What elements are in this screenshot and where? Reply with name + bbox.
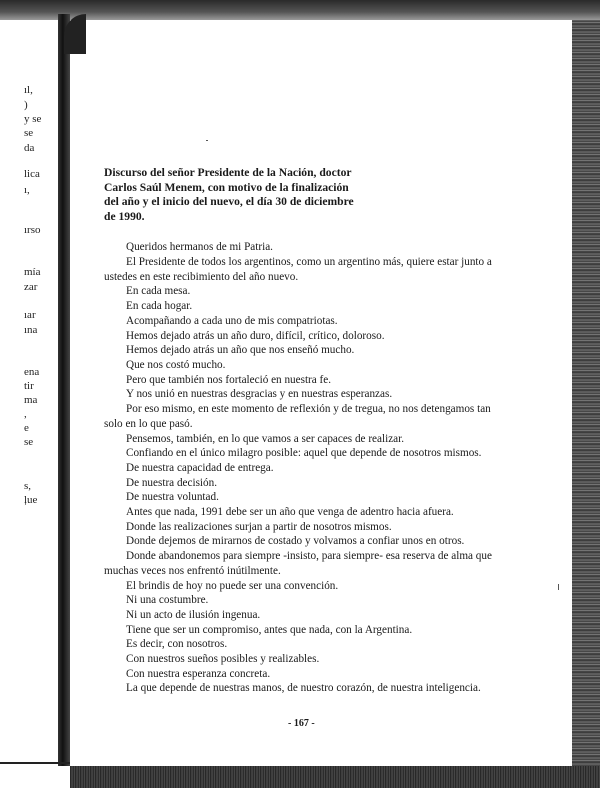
margin-fragment: mía: [24, 266, 41, 278]
margin-fragment: ma: [24, 394, 38, 406]
speech-page: [104, 166, 512, 696]
paragraph: Tiene que ser un compromiso, antes que nada, con la Argentina.: [126, 623, 413, 636]
scan-bottom-left-line: [0, 762, 70, 764]
margin-fragment: se: [24, 127, 34, 139]
paragraph: Acompañando a cada uno de mis compatriotas.: [126, 314, 338, 327]
paragraph: El brindis de hoy no puede ser una convención.: [126, 579, 339, 592]
paragraph: Pero que también nos fortaleció en nuestra fe.: [126, 373, 332, 386]
book-spine-shadow: [58, 14, 70, 766]
page-number: - 167 -: [288, 718, 315, 729]
paragraph: El Presidente de todos los argentinos, como un argentino más, quiere estar junto a ustedes en este recibimiento del año nuevo.: [104, 256, 492, 283]
paragraph: Ni un acto de ilusión ingenua.: [126, 608, 261, 621]
scan-top-shadow: [0, 0, 600, 20]
paragraph: Donde abandonemos para siempre -insisto, para siempre- esa reserva de alma que muchas veces nos enfrentó inútilmente.: [104, 550, 492, 577]
paragraph: Por eso mismo, en este momento de reflexión y de tregua, no nos detengamos tan solo en lo que pasó.: [104, 403, 491, 430]
margin-fragment: ına: [24, 324, 38, 336]
margin-fragment: da: [24, 142, 35, 154]
paragraph: La que depende de nuestras manos, de nuestro corazón, de nuestra inteligencia.: [126, 682, 481, 695]
margin-fragment: tir: [24, 380, 34, 392]
title-line: del año y el inicio del nuevo, el día 30 de diciembre: [104, 195, 354, 209]
paragraph: En cada hogar.: [126, 300, 193, 313]
paragraph: Que nos costó mucho.: [126, 359, 226, 371]
paragraph: Es decir, con nosotros.: [126, 638, 228, 651]
margin-fragment: se: [24, 436, 34, 448]
scan-bottom-edge: [70, 766, 600, 788]
margin-fragment: ıl,: [24, 84, 33, 96]
paragraph: Y nos unió en nuestras desgracias y en nuestras esperanzas.: [126, 388, 393, 401]
paragraph: Pensemos, también, en lo que vamos a ser capaces de realizar.: [126, 432, 405, 445]
speech-title: [104, 166, 364, 224]
paragraph: De nuestra voluntad.: [126, 491, 219, 504]
previous-page-margin: [24, 0, 58, 760]
paragraph: Donde dejemos de mirarnos de costado y volvamos a confiar unos en otros.: [126, 535, 465, 548]
margin-fragment: ena: [24, 366, 40, 378]
margin-fragment: y se: [24, 113, 42, 125]
paragraph: De nuestra capacidad de entrega.: [126, 461, 274, 474]
paragraph: Hemos dejado atrás un año que nos enseñó mucho.: [126, 344, 355, 357]
title-line: Carlos Saúl Menem, con motivo de la finalización: [104, 180, 349, 194]
margin-fragment: lica: [24, 168, 40, 180]
margin-fragment: e: [24, 422, 29, 434]
title-line: Discurso del señor Presidente de la Nación, doctor: [104, 166, 352, 179]
margin-fragment: ıar: [24, 309, 36, 321]
scan-right-edge: [572, 20, 600, 772]
paragraph: En cada mesa.: [126, 285, 191, 298]
paragraph: Queridos hermanos de mi Patria.: [126, 241, 273, 254]
speech-body: [104, 240, 512, 696]
paragraph: Con nuestros sueños posibles y realizables.: [126, 653, 320, 666]
paragraph: Hemos dejado atrás un año duro, difícil, crítico, doloroso.: [126, 329, 385, 342]
paragraph: Confiando en el único milagro posible: aquel que depende de nosotros mismos.: [126, 447, 482, 460]
margin-fragment: ,: [24, 408, 27, 420]
paragraph: Donde las realizaciones surjan a partir de nosotros mismos.: [126, 520, 392, 533]
paragraph: Antes que nada, 1991 debe ser un año que venga de adentro hacia afuera.: [126, 506, 454, 519]
paragraph: Ni una costumbre.: [126, 594, 209, 607]
scan-speck: [206, 140, 208, 141]
paragraph: Con nuestra esperanza concreta.: [126, 667, 271, 680]
margin-fragment: ı,: [24, 184, 30, 196]
margin-fragment: s,: [24, 480, 32, 492]
margin-fragment: zar: [24, 281, 38, 293]
paragraph: De nuestra decisión.: [126, 476, 218, 489]
title-line: de 1990.: [104, 209, 145, 223]
scan-speck: [558, 584, 559, 590]
margin-fragment: ): [24, 99, 28, 111]
margin-fragment: ırso: [24, 224, 41, 236]
margin-fragment: ļue: [24, 494, 38, 506]
